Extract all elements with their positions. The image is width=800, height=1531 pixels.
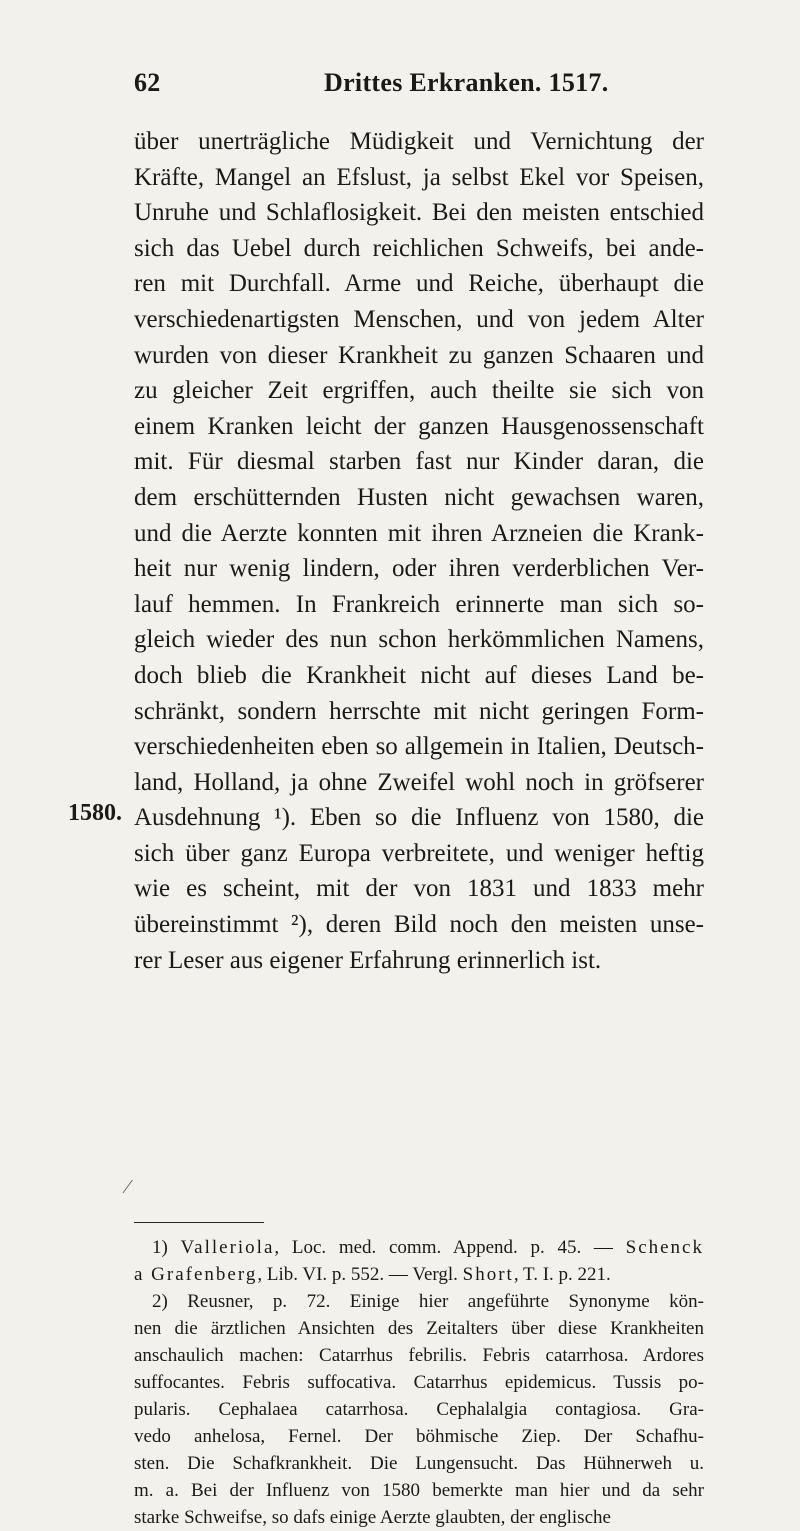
footnote-2-line: sten. Die Schafkrankheit. Die Lungensucht. Das Hühnerweh u.	[134, 1453, 704, 1474]
footnote-1-line-2	[134, 1261, 704, 1288]
text-line: dem erschütternden Husten nicht gewachsen waren,	[134, 483, 704, 511]
text-line: gleich wieder des nun schon herkömmlichen Namens,	[134, 626, 704, 654]
footnote-marker: 1)	[152, 1237, 168, 1258]
main-text	[134, 124, 704, 978]
page-number: 62	[134, 68, 161, 97]
text-line: mit. Für diesmal starben fast nur Kinder daran, die	[134, 448, 704, 476]
text-line: einem Kranken leicht der ganzen Hausgenossenschaft	[134, 412, 704, 440]
text-line: sich über ganz Europa verbreitete, und weniger heftig	[134, 839, 704, 867]
text-line: wurden von dieser Krankheit zu ganzen Schaaren und	[134, 341, 704, 369]
text-line: sich das Uebel durch reichlichen Schweifs, bei ande-	[134, 234, 704, 262]
cited-author: Short	[462, 1264, 514, 1285]
text-line: rer Leser aus eigener Erfahrung erinnerlich ist.	[134, 946, 602, 974]
margin-mark: ⁄	[126, 1176, 130, 1198]
text-line: über unerträgliche Müdigkeit und Vernichtung der	[134, 128, 704, 155]
text-line: zu gleicher Zeit ergriffen, auch theilte sie sich von	[134, 377, 704, 405]
footnote-2-line: suffocantes. Febris suffocativa. Catarrhus epidemicus. Tussis po-	[134, 1372, 704, 1393]
citation-text: , Loc. med. comm. Append. p. 45. —	[274, 1237, 626, 1258]
text-line: Kräfte, Mangel an Efslust, ja selbst Ekel vor Speisen,	[134, 163, 704, 191]
text-line: land, Holland, ja ohne Zweifel wohl noch in gröfserer	[134, 768, 704, 796]
text-line: Ausdehnung ¹). Eben so die Influenz von 1580, die	[134, 804, 704, 832]
footnote-1-line-1	[134, 1234, 704, 1261]
text-line: und die Aerzte konnten mit ihren Arzneien die Krank-	[134, 519, 704, 547]
footnote-2-line: nen die ärztlichen Ansichten des Zeitalters über diese Krankheiten	[134, 1318, 704, 1339]
footnote-2-line: starke Schweifse, so dafs einige Aerzte glaubten, der englische	[134, 1507, 611, 1528]
cited-author: Schenck	[625, 1237, 704, 1258]
cited-author: Valleriola	[180, 1237, 275, 1258]
text-line: lauf hemmen. In Frankreich erinnerte man sich so-	[134, 590, 704, 618]
citation-text: , Lib. VI. p. 552. — Vergl.	[257, 1264, 463, 1285]
citation-text: , T. I. p. 221.	[513, 1264, 611, 1285]
text-line: Unruhe und Schlaflosigkeit. Bei den meisten entschied	[134, 199, 704, 227]
footnote-2-line: 2) Reusner, p. 72. Einige hier angeführte Synonyme kön-	[152, 1291, 704, 1312]
text-line: heit nur wenig lindern, oder ihren verderblichen Ver-	[134, 555, 704, 583]
footnote-2-line: vedo anhelosa, Fernel. Der böhmische Ziep. Der Schafhu-	[134, 1426, 704, 1447]
text-line: übereinstimmt ²), deren Bild noch den meisten unse-	[134, 911, 704, 939]
text-line: verschiedenartigsten Menschen, und von jedem Alter	[134, 305, 704, 333]
text-line: verschiedenheiten eben so allgemein in Italien, Deutsch-	[134, 733, 704, 761]
text-line: schränkt, sondern herrschte mit nicht geringen Form-	[134, 697, 704, 725]
running-title: Drittes Erkranken. 1517.	[324, 68, 609, 97]
footnote-2-line: m. a. Bei der Influenz von 1580 bemerkte man hier und da sehr	[134, 1480, 704, 1501]
text-line: ren mit Durchfall. Arme und Reiche, überhaupt die	[134, 270, 704, 298]
text-line: wie es scheint, mit der von 1831 und 1833 mehr	[134, 875, 704, 903]
margin-year-note: 1580.	[68, 800, 122, 826]
footnote-2-line: pularis. Cephalaea catarrhosa. Cephalalgia contagiosa. Gra-	[134, 1399, 704, 1420]
cited-author: a Grafenberg	[134, 1264, 258, 1285]
footnotes	[134, 1234, 704, 1531]
footnote-2-line: anschaulich machen: Catarrhus febrilis. Febris catarrhosa. Ardores	[134, 1345, 704, 1366]
text-line: doch blieb die Krankheit nicht auf dieses Land be-	[134, 661, 704, 689]
footnote-rule	[134, 1222, 264, 1223]
